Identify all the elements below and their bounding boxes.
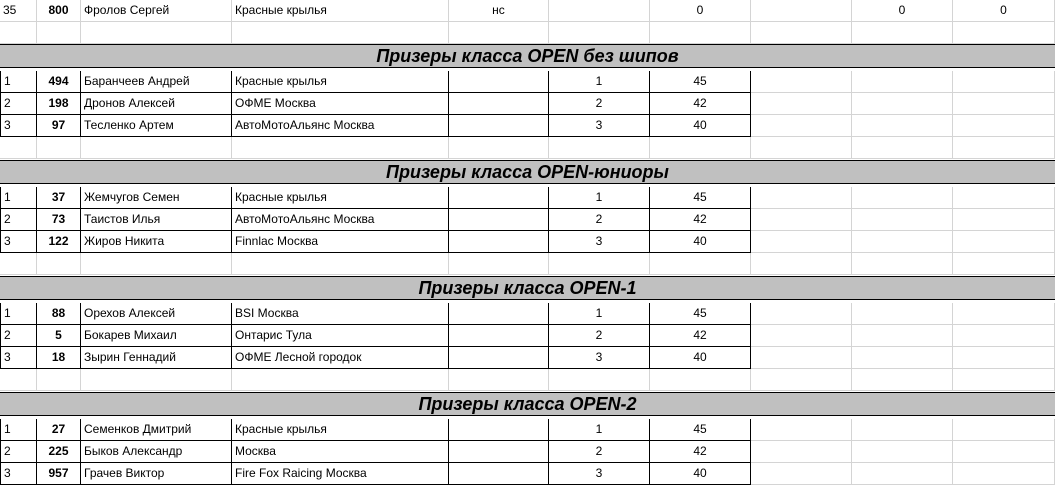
empty-cell[interactable] (751, 325, 852, 347)
empty-cell[interactable] (549, 0, 650, 22)
position-cell[interactable]: 3 (549, 231, 650, 253)
empty-cell[interactable] (449, 137, 549, 159)
table-row (0, 419, 1055, 441)
points-cell[interactable]: 40 (650, 115, 751, 137)
empty-cell[interactable] (953, 93, 1055, 115)
empty-cell[interactable] (953, 115, 1055, 137)
empty-cell[interactable] (852, 253, 953, 275)
name-cell[interactable]: Быков Александр (81, 441, 232, 463)
empty-cell[interactable] (81, 137, 232, 159)
points-cell[interactable]: 42 (650, 209, 751, 231)
empty-cell[interactable] (751, 303, 852, 325)
empty-cell[interactable] (953, 463, 1055, 485)
empty-cell[interactable] (232, 22, 449, 44)
empty-cell[interactable] (449, 71, 549, 93)
empty-cell[interactable] (449, 231, 549, 253)
empty-cell[interactable] (449, 209, 549, 231)
position-cell[interactable]: 1 (549, 303, 650, 325)
empty-cell[interactable] (549, 22, 650, 44)
empty-cell[interactable] (852, 93, 953, 115)
empty-cell[interactable] (751, 0, 852, 22)
position-cell[interactable]: 1 (549, 419, 650, 441)
status-cell[interactable]: нс (449, 0, 549, 22)
empty-cell[interactable] (852, 347, 953, 369)
empty-cell[interactable] (0, 137, 37, 159)
value-cell[interactable]: 0 (852, 0, 953, 22)
name-cell[interactable]: Таистов Илья (81, 209, 232, 231)
position-cell[interactable]: 3 (549, 115, 650, 137)
empty-cell[interactable] (751, 347, 852, 369)
empty-cell[interactable] (650, 22, 751, 44)
table-row (0, 303, 1055, 325)
name-cell[interactable]: Баранчеев Андрей (81, 71, 232, 93)
number-cell[interactable]: 122 (37, 231, 81, 253)
empty-cell[interactable] (953, 369, 1055, 391)
name-cell[interactable]: Бокарев Михаил (81, 325, 232, 347)
table-row (0, 463, 1055, 485)
empty-cell[interactable] (852, 303, 953, 325)
place-cell[interactable]: 3 (0, 231, 37, 253)
empty-cell[interactable] (852, 71, 953, 93)
points-cell[interactable]: 42 (650, 325, 751, 347)
team-cell[interactable]: Онтарис Тула (232, 325, 449, 347)
empty-cell[interactable] (751, 115, 852, 137)
position-cell[interactable]: 1 (549, 71, 650, 93)
empty-cell[interactable] (953, 347, 1055, 369)
empty-cell[interactable] (449, 253, 549, 275)
empty-cell[interactable] (37, 137, 81, 159)
empty-cell[interactable] (449, 463, 549, 485)
empty-cell[interactable] (953, 441, 1055, 463)
name-cell[interactable]: Фролов Сергей (81, 0, 232, 22)
empty-row (0, 253, 1055, 275)
empty-cell[interactable] (449, 22, 549, 44)
empty-cell[interactable] (751, 93, 852, 115)
section-header[interactable]: Призеры класса OPEN без шипов (0, 44, 1055, 68)
empty-cell[interactable] (852, 209, 953, 231)
section-header[interactable]: Призеры класса OPEN-1 (0, 276, 1055, 300)
place-cell[interactable]: 35 (0, 0, 37, 22)
name-cell[interactable]: Орехов Алексей (81, 303, 232, 325)
name-cell[interactable]: Жемчугов Семен (81, 187, 232, 209)
team-cell[interactable]: ОФМЕ Москва (232, 93, 449, 115)
empty-cell[interactable] (449, 325, 549, 347)
empty-cell[interactable] (852, 22, 953, 44)
empty-cell[interactable] (232, 137, 449, 159)
empty-cell[interactable] (953, 253, 1055, 275)
empty-cell[interactable] (953, 71, 1055, 93)
empty-cell[interactable] (650, 369, 751, 391)
place-cell[interactable]: 1 (0, 71, 37, 93)
empty-cell[interactable] (0, 22, 37, 44)
position-cell[interactable]: 3 (549, 463, 650, 485)
number-cell[interactable]: 198 (37, 93, 81, 115)
number-cell[interactable]: 27 (37, 419, 81, 441)
empty-cell[interactable] (751, 463, 852, 485)
empty-cell[interactable] (37, 22, 81, 44)
table-row (0, 71, 1055, 93)
table-row (0, 231, 1055, 253)
place-cell[interactable]: 1 (0, 187, 37, 209)
empty-cell[interactable] (751, 187, 852, 209)
place-cell[interactable]: 3 (0, 347, 37, 369)
section-header[interactable]: Призеры класса OPEN-2 (0, 392, 1055, 416)
place-cell[interactable]: 1 (0, 419, 37, 441)
team-cell[interactable]: АвтоМотоАльянс Москва (232, 209, 449, 231)
points-cell[interactable]: 42 (650, 93, 751, 115)
empty-cell[interactable] (852, 463, 953, 485)
empty-cell[interactable] (449, 115, 549, 137)
empty-cell[interactable] (751, 137, 852, 159)
empty-cell[interactable] (852, 441, 953, 463)
empty-cell[interactable] (751, 441, 852, 463)
name-cell[interactable]: Тесленко Артем (81, 115, 232, 137)
team-cell[interactable]: Fire Fox Raicing Москва (232, 463, 449, 485)
empty-cell[interactable] (751, 71, 852, 93)
empty-cell[interactable] (953, 137, 1055, 159)
number-cell[interactable]: 494 (37, 71, 81, 93)
table-row (0, 0, 1055, 22)
empty-cell[interactable] (449, 303, 549, 325)
team-cell[interactable]: Finnlac Москва (232, 231, 449, 253)
empty-cell[interactable] (953, 419, 1055, 441)
position-cell[interactable]: 1 (549, 187, 650, 209)
points-cell[interactable]: 42 (650, 441, 751, 463)
empty-cell[interactable] (81, 369, 232, 391)
team-cell[interactable]: Красные крылья (232, 0, 449, 22)
empty-cell[interactable] (232, 369, 449, 391)
table-row (0, 93, 1055, 115)
empty-cell[interactable] (449, 369, 549, 391)
name-cell[interactable]: Грачев Виктор (81, 463, 232, 485)
empty-cell[interactable] (751, 22, 852, 44)
empty-cell[interactable] (852, 137, 953, 159)
position-cell[interactable]: 2 (549, 441, 650, 463)
place-cell[interactable]: 3 (0, 463, 37, 485)
table-row (0, 347, 1055, 369)
number-cell[interactable]: 73 (37, 209, 81, 231)
empty-cell[interactable] (449, 187, 549, 209)
empty-cell[interactable] (0, 369, 37, 391)
table-row (0, 209, 1055, 231)
team-cell[interactable]: BSI Москва (232, 303, 449, 325)
name-cell[interactable]: Дронов Алексей (81, 93, 232, 115)
table-row (0, 115, 1055, 137)
place-cell[interactable]: 2 (0, 325, 37, 347)
points-cell[interactable]: 45 (650, 303, 751, 325)
empty-cell[interactable] (232, 253, 449, 275)
empty-cell[interactable] (852, 369, 953, 391)
place-cell[interactable]: 1 (0, 303, 37, 325)
position-cell[interactable]: 2 (549, 209, 650, 231)
points-cell[interactable]: 40 (650, 463, 751, 485)
number-cell[interactable]: 97 (37, 115, 81, 137)
name-cell[interactable]: Зырин Геннадий (81, 347, 232, 369)
position-cell[interactable]: 2 (549, 325, 650, 347)
empty-cell[interactable] (953, 22, 1055, 44)
empty-cell[interactable] (852, 325, 953, 347)
number-cell[interactable]: 957 (37, 463, 81, 485)
empty-cell[interactable] (953, 303, 1055, 325)
empty-cell[interactable] (852, 231, 953, 253)
empty-cell[interactable] (650, 253, 751, 275)
points-cell[interactable]: 40 (650, 347, 751, 369)
empty-cell[interactable] (852, 115, 953, 137)
empty-cell[interactable] (650, 137, 751, 159)
number-cell[interactable]: 5 (37, 325, 81, 347)
empty-cell[interactable] (751, 419, 852, 441)
empty-cell[interactable] (37, 253, 81, 275)
team-cell[interactable]: Москва (232, 441, 449, 463)
points-cell[interactable]: 40 (650, 231, 751, 253)
empty-cell[interactable] (751, 231, 852, 253)
empty-row (0, 137, 1055, 159)
team-cell[interactable]: Красные крылья (232, 187, 449, 209)
empty-cell[interactable] (953, 231, 1055, 253)
table-row (0, 187, 1055, 209)
empty-cell[interactable] (751, 209, 852, 231)
empty-cell[interactable] (549, 369, 650, 391)
points-cell[interactable]: 0 (650, 0, 751, 22)
number-cell[interactable]: 800 (37, 0, 81, 22)
place-cell[interactable]: 2 (0, 209, 37, 231)
section-header[interactable]: Призеры класса OPEN-юниоры (0, 160, 1055, 184)
points-cell[interactable]: 45 (650, 187, 751, 209)
empty-row (0, 369, 1055, 391)
empty-cell[interactable] (751, 369, 852, 391)
empty-cell[interactable] (37, 369, 81, 391)
empty-cell[interactable] (751, 253, 852, 275)
empty-cell[interactable] (852, 187, 953, 209)
empty-cell[interactable] (953, 187, 1055, 209)
points-cell[interactable]: 45 (650, 419, 751, 441)
empty-cell[interactable] (953, 209, 1055, 231)
empty-row (0, 22, 1055, 44)
position-cell[interactable]: 3 (549, 347, 650, 369)
team-cell[interactable]: ОФМЕ Лесной городок (232, 347, 449, 369)
number-cell[interactable]: 88 (37, 303, 81, 325)
number-cell[interactable]: 18 (37, 347, 81, 369)
empty-cell[interactable] (449, 419, 549, 441)
points-cell[interactable]: 45 (650, 71, 751, 93)
empty-cell[interactable] (953, 325, 1055, 347)
empty-cell[interactable] (81, 253, 232, 275)
name-cell[interactable]: Семенков Дмитрий (81, 419, 232, 441)
empty-cell[interactable] (449, 347, 549, 369)
table-row (0, 441, 1055, 463)
team-cell[interactable]: АвтоМотоАльянс Москва (232, 115, 449, 137)
number-cell[interactable]: 225 (37, 441, 81, 463)
place-cell[interactable]: 2 (0, 93, 37, 115)
empty-cell[interactable] (81, 22, 232, 44)
name-cell[interactable]: Жиров Никита (81, 231, 232, 253)
empty-cell[interactable] (0, 253, 37, 275)
place-cell[interactable]: 3 (0, 115, 37, 137)
team-cell[interactable]: Красные крылья (232, 71, 449, 93)
empty-cell[interactable] (549, 253, 650, 275)
empty-cell[interactable] (449, 441, 549, 463)
place-cell[interactable]: 2 (0, 441, 37, 463)
team-cell[interactable]: Красные крылья (232, 419, 449, 441)
value-cell[interactable]: 0 (953, 0, 1055, 22)
empty-cell[interactable] (549, 137, 650, 159)
empty-cell[interactable] (852, 419, 953, 441)
position-cell[interactable]: 2 (549, 93, 650, 115)
number-cell[interactable]: 37 (37, 187, 81, 209)
table-row (0, 325, 1055, 347)
empty-cell[interactable] (449, 93, 549, 115)
